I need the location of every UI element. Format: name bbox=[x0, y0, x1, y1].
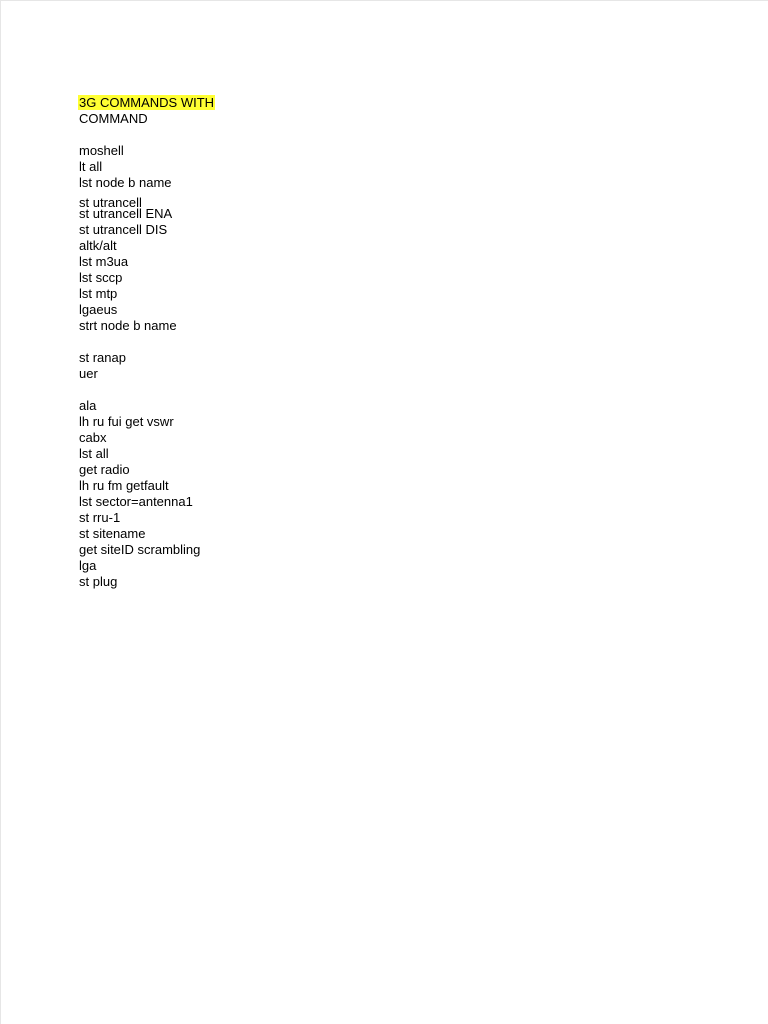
command-item: lst m3ua bbox=[79, 254, 129, 269]
title-line-2: COMMAND bbox=[79, 111, 148, 126]
command-list bbox=[79, 143, 215, 590]
command-item: lgaeus bbox=[79, 302, 118, 317]
command-item: st utrancell bbox=[79, 195, 142, 210]
command-item: cabx bbox=[79, 430, 107, 445]
page-border-top bbox=[0, 0, 768, 1]
command-item: lh ru fm getfault bbox=[79, 478, 169, 493]
command-item: moshell bbox=[79, 143, 124, 158]
command-item: altk/alt bbox=[79, 238, 117, 253]
command-item: strt node b name bbox=[79, 318, 177, 333]
command-item: st rru-1 bbox=[79, 510, 121, 525]
command-item: st utrancell ENA bbox=[79, 206, 173, 221]
command-item: st utrancell DIS bbox=[79, 222, 168, 237]
blank-line bbox=[79, 334, 215, 350]
command-item: ala bbox=[79, 398, 97, 413]
command-item: lst sector=antenna1 bbox=[79, 494, 193, 509]
command-item: lga bbox=[79, 558, 97, 573]
command-item: get radio bbox=[79, 462, 130, 477]
command-item: st sitename bbox=[79, 526, 146, 541]
command-item: get siteID scrambling bbox=[79, 542, 201, 557]
command-item: lst node b name bbox=[79, 175, 172, 190]
command-item: uer bbox=[79, 366, 98, 381]
command-item: st plug bbox=[79, 574, 118, 589]
page-border-left bbox=[0, 0, 1, 1024]
command-item: lt all bbox=[79, 159, 103, 174]
title-line-1 bbox=[79, 95, 215, 111]
document-body bbox=[79, 95, 215, 590]
command-item: lst all bbox=[79, 446, 109, 461]
command-item: st ranap bbox=[79, 350, 126, 365]
highlighted-title: 3G COMMANDS WITH bbox=[79, 95, 215, 110]
command-item: lst sccp bbox=[79, 270, 123, 285]
blank-line bbox=[79, 382, 215, 398]
command-item: lh ru fui get vswr bbox=[79, 414, 174, 429]
command-item: lst mtp bbox=[79, 286, 118, 301]
